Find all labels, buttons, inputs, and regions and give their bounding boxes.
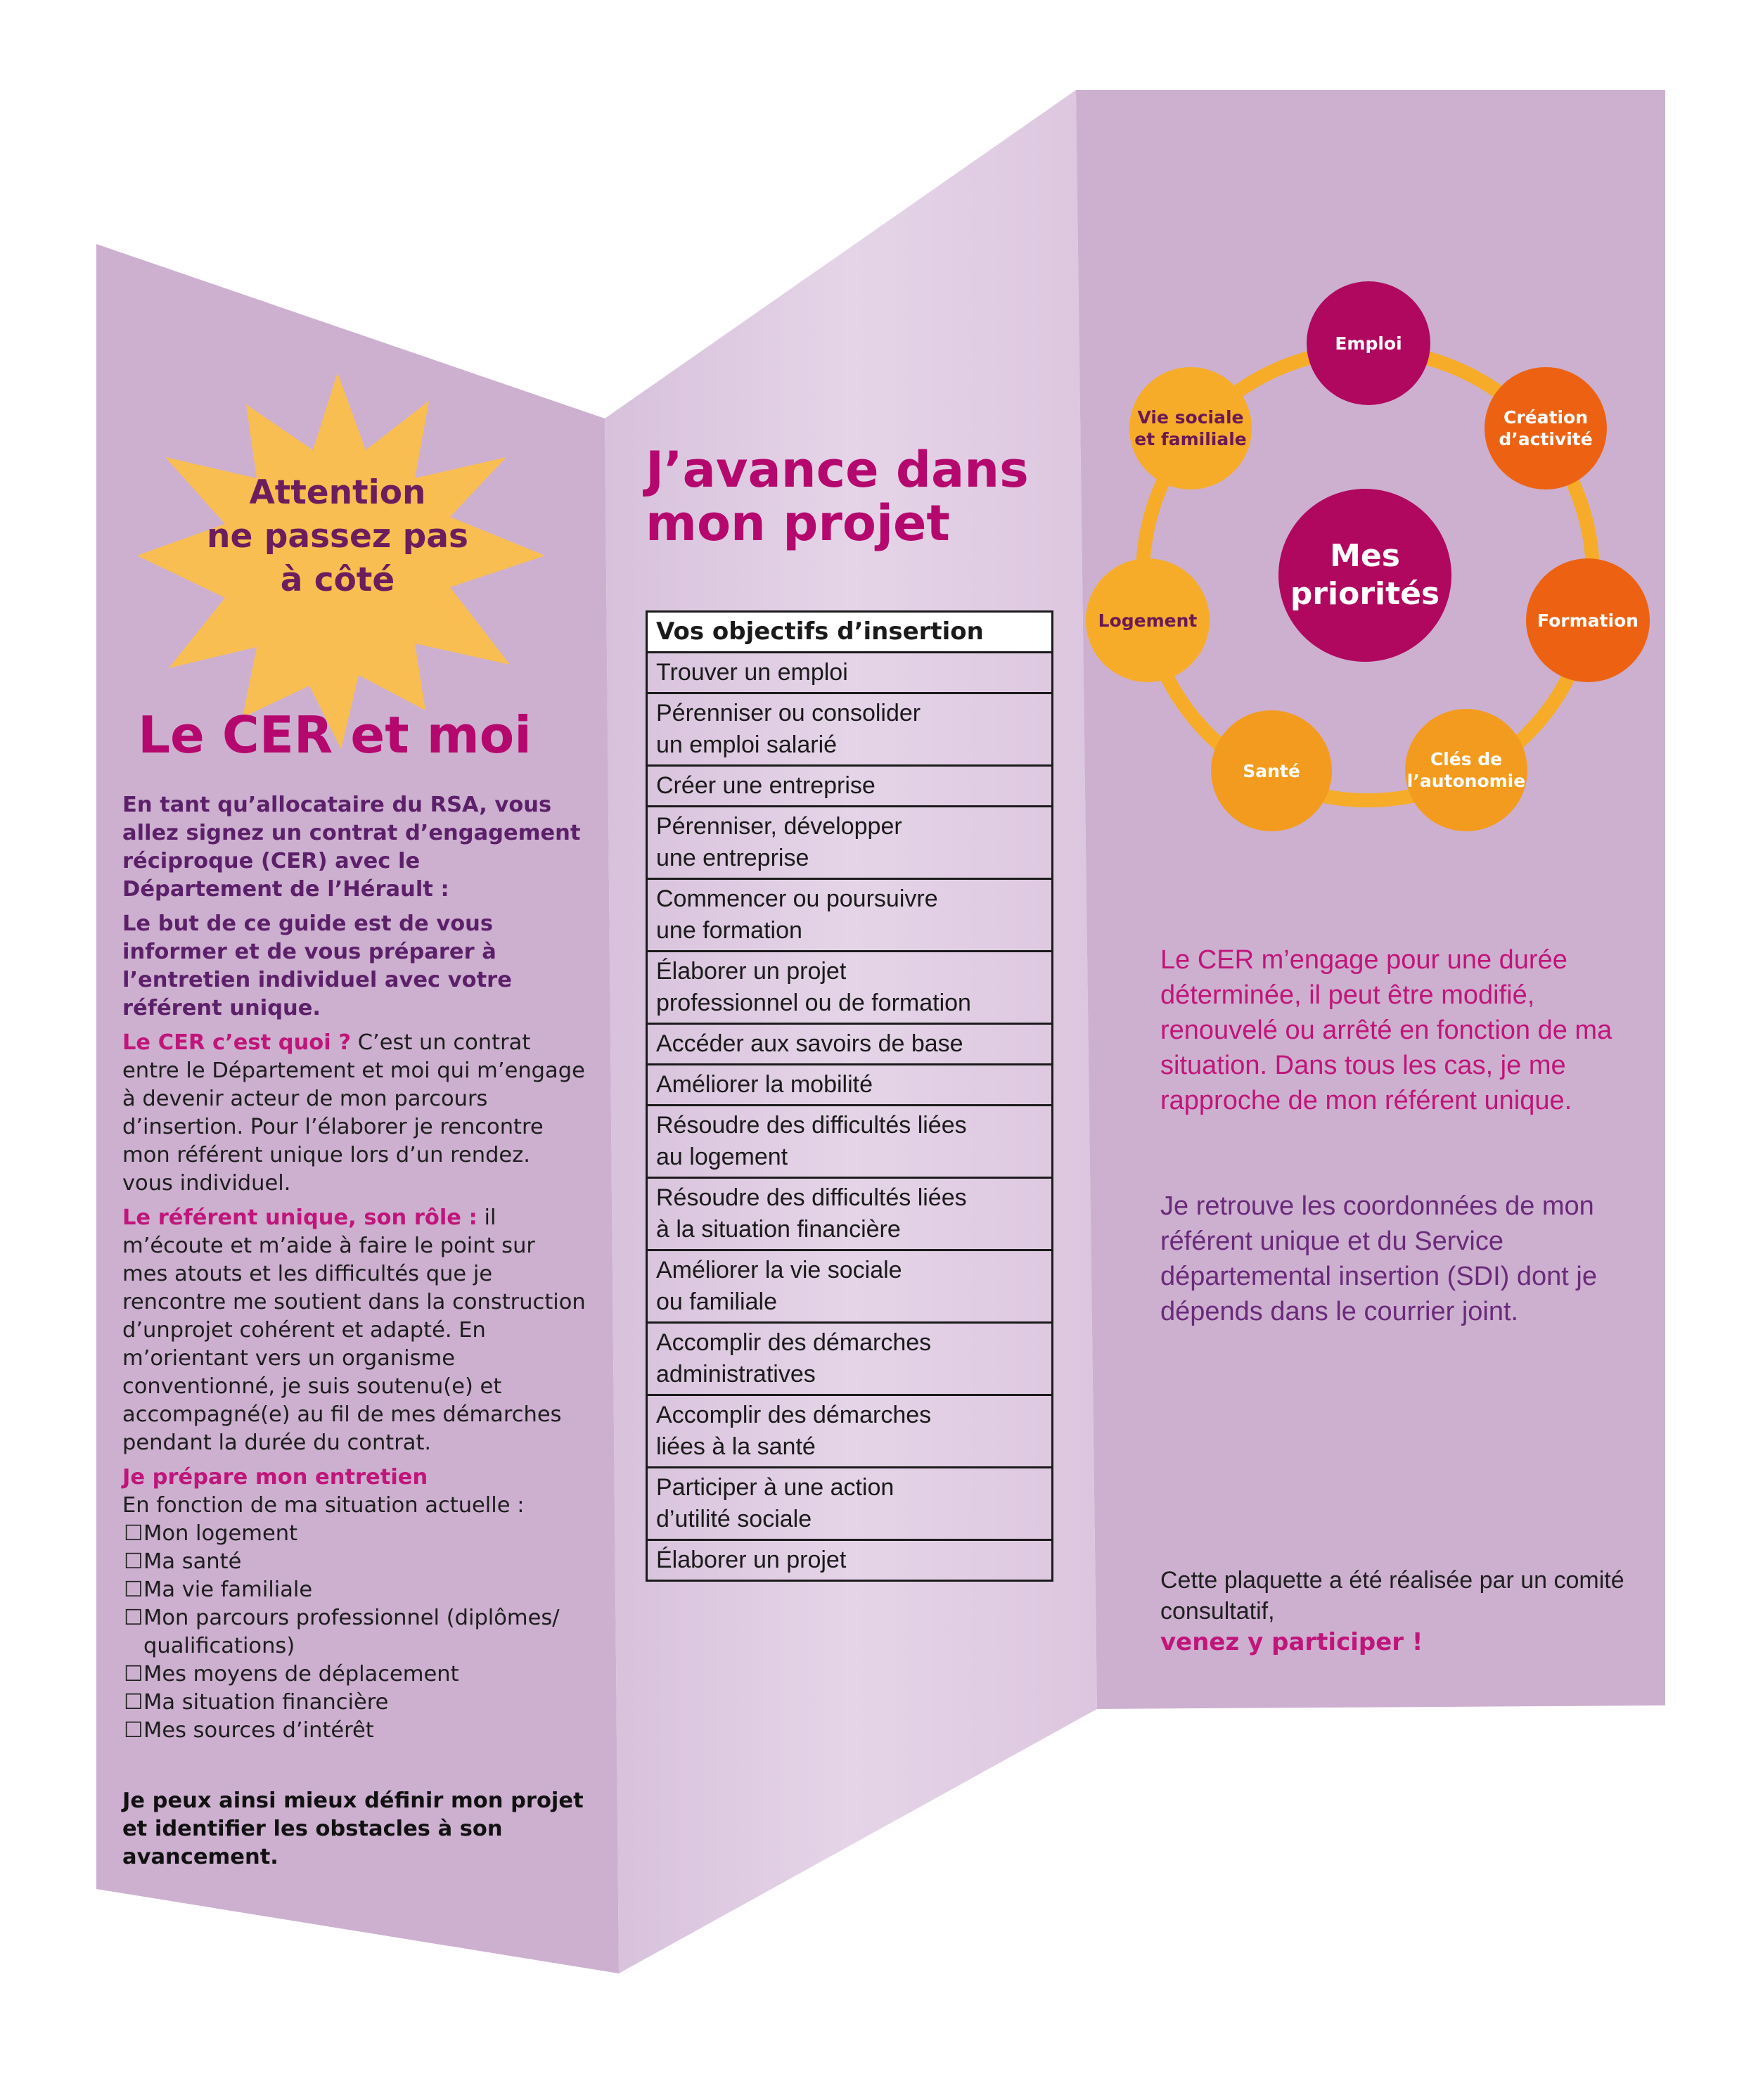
checklist-label: Ma situation financière <box>143 1690 389 1715</box>
cer-question: Le CER c’est quoi ? <box>122 1030 352 1055</box>
objective-line: Commencer ou poursuivre <box>656 885 938 912</box>
node-label: Emploi <box>1335 333 1402 354</box>
objective-line: professionnel ou de formation <box>656 990 971 1016</box>
objective-line: Pérenniser ou consolider <box>656 700 921 726</box>
node-creation-activite <box>1485 367 1607 489</box>
objective-line: Accomplir des démarches <box>656 1402 932 1428</box>
footer-text: Cette plaquette a été réalisée par un comité consultatif, <box>1160 1567 1624 1625</box>
node-label: Logement <box>1098 610 1198 631</box>
footer-note <box>1160 1565 1653 1658</box>
node-vie-sociale <box>1129 367 1252 489</box>
checkbox-icon: ☐ <box>124 1549 143 1574</box>
checklist-label: Mes sources d’intérêt <box>143 1718 374 1743</box>
prepare-intro: En fonction de ma situation actuelle : <box>122 1493 525 1518</box>
referent-answer: il m’écoute et m’aide à faire le point sur mes atouts et les difficultés que je rencontre me soutient dans la construction d’unprojet cohérent et adapté. En m’orientant vers un organisme conventionné, je suis soutenu(e) et accompagné(e) au fil de mes démarches pendant la durée du contrat. <box>122 1205 586 1455</box>
objective-line: Résoudre des difficultés liées <box>656 1112 967 1139</box>
objective-line: une formation <box>656 917 802 944</box>
intro-paragraph-2: Le but de ce guide est de vous informer et de vous préparer à l’entretien individuel avec votre référent unique. <box>122 911 512 1020</box>
checklist-label: Mon logement <box>143 1521 298 1546</box>
objectives-table-header: Vos objectifs d’insertion <box>648 613 1051 651</box>
node-label: Formation <box>1537 610 1639 631</box>
objective-line: Pérenniser, développer <box>656 813 902 840</box>
node-sante <box>1211 710 1332 831</box>
objective-line: Participer à une action <box>656 1474 895 1501</box>
checkbox-icon: ☐ <box>124 1521 143 1546</box>
node-logement <box>1086 558 1210 682</box>
node-label: priorités <box>1290 576 1440 612</box>
checkbox-icon: ☐ <box>124 1577 143 1602</box>
star-line: Attention <box>249 473 426 512</box>
objective-line: à la situation financière <box>656 1216 901 1243</box>
objective-line: administratives <box>656 1361 816 1388</box>
intro-paragraph-1: En tant qu’allocataire du RSA, vous allez signez un contrat d’engagement réciproque (CER) avec le Département de l’Hérault : <box>122 793 581 902</box>
node-label: Clés de <box>1430 749 1503 769</box>
objective-line: Accomplir des démarches <box>656 1329 932 1356</box>
star-line: à côté <box>280 561 395 599</box>
node-label: Santé <box>1243 760 1300 781</box>
prepare-title: Je prépare mon entretien <box>122 1465 428 1490</box>
objective-line: Améliorer la vie sociale <box>656 1257 902 1283</box>
cer-answer: C’est un contrat entre le Département et moi qui m’engage à devenir acteur de mon parcours d’insertion. Pour l’élaborer je rencontre mon référent unique lors d’un rendez. vous individuel. <box>122 1030 585 1196</box>
node-label: d’activité <box>1499 429 1593 449</box>
checkbox-icon: ☐ <box>124 1690 143 1715</box>
objective-line: d’utilité sociale <box>656 1506 812 1532</box>
objective-line: Améliorer la mobilité <box>656 1071 873 1098</box>
coordinates-paragraph: Je retrouve les coordonnées de mon référent unique et du Service départemental insertion (SDI) dont je dépends dans le courrier joint. <box>1160 1191 1597 1326</box>
objective-line: une entreprise <box>656 845 809 871</box>
engagement-paragraph: Le CER m’engage pour une durée déterminée, il peut être modifié, renouvelé ou arrêté en fonction de ma situation. Dans tous les cas, je me rapproche de mon référent unique. <box>1160 945 1612 1115</box>
objective-line: Élaborer un projet <box>656 1547 847 1573</box>
checklist-label: Mes moyens de déplacement <box>143 1662 459 1686</box>
referent-question: Le référent unique, son rôle : <box>122 1205 477 1230</box>
checklist-label: Ma vie familiale <box>143 1577 313 1602</box>
checkbox-icon: ☐ <box>124 1718 143 1743</box>
objective-line: Créer une entreprise <box>656 772 876 799</box>
node-cles-autonomie <box>1405 709 1527 831</box>
objective-line: au logement <box>656 1144 788 1170</box>
priorities-center <box>1278 489 1451 662</box>
cer-title: Le CER et moi <box>138 705 532 764</box>
footer-cta: venez y participer ! <box>1160 1628 1423 1656</box>
checklist-label: Mon parcours professionnel (diplômes/ qualifications) <box>143 1606 560 1658</box>
conclusion: Je peux ainsi mieux définir mon projet et identifier les obstacles à son avancement. <box>122 1788 584 1869</box>
objective-line: ou familiale <box>656 1288 777 1315</box>
objective-line: Résoudre des difficultés liées <box>656 1184 967 1211</box>
star-line: ne passez pas <box>207 517 468 556</box>
objective-line: Accéder aux savoirs de base <box>656 1030 963 1057</box>
node-label: Vie sociale <box>1137 407 1244 428</box>
objective-line: un emploi salarié <box>656 731 838 758</box>
checkbox-icon: ☐ <box>124 1662 143 1686</box>
objective-line: Trouver un emploi <box>656 659 848 686</box>
node-emploi <box>1307 281 1430 405</box>
checkbox-icon: ☐ <box>124 1606 143 1630</box>
middle-title-line: J’avance dans <box>646 441 1029 499</box>
node-label: et familiale <box>1134 429 1247 449</box>
node-formation <box>1526 558 1650 682</box>
node-label: l’autonomie <box>1406 771 1526 791</box>
node-label: Mes <box>1330 538 1400 574</box>
middle-title-line: mon projet <box>646 494 950 552</box>
node-label: Création <box>1503 407 1588 428</box>
objective-line: liées à la santé <box>656 1433 816 1460</box>
checklist-label: Ma santé <box>143 1549 242 1574</box>
objective-line: Élaborer un projet <box>656 958 847 985</box>
